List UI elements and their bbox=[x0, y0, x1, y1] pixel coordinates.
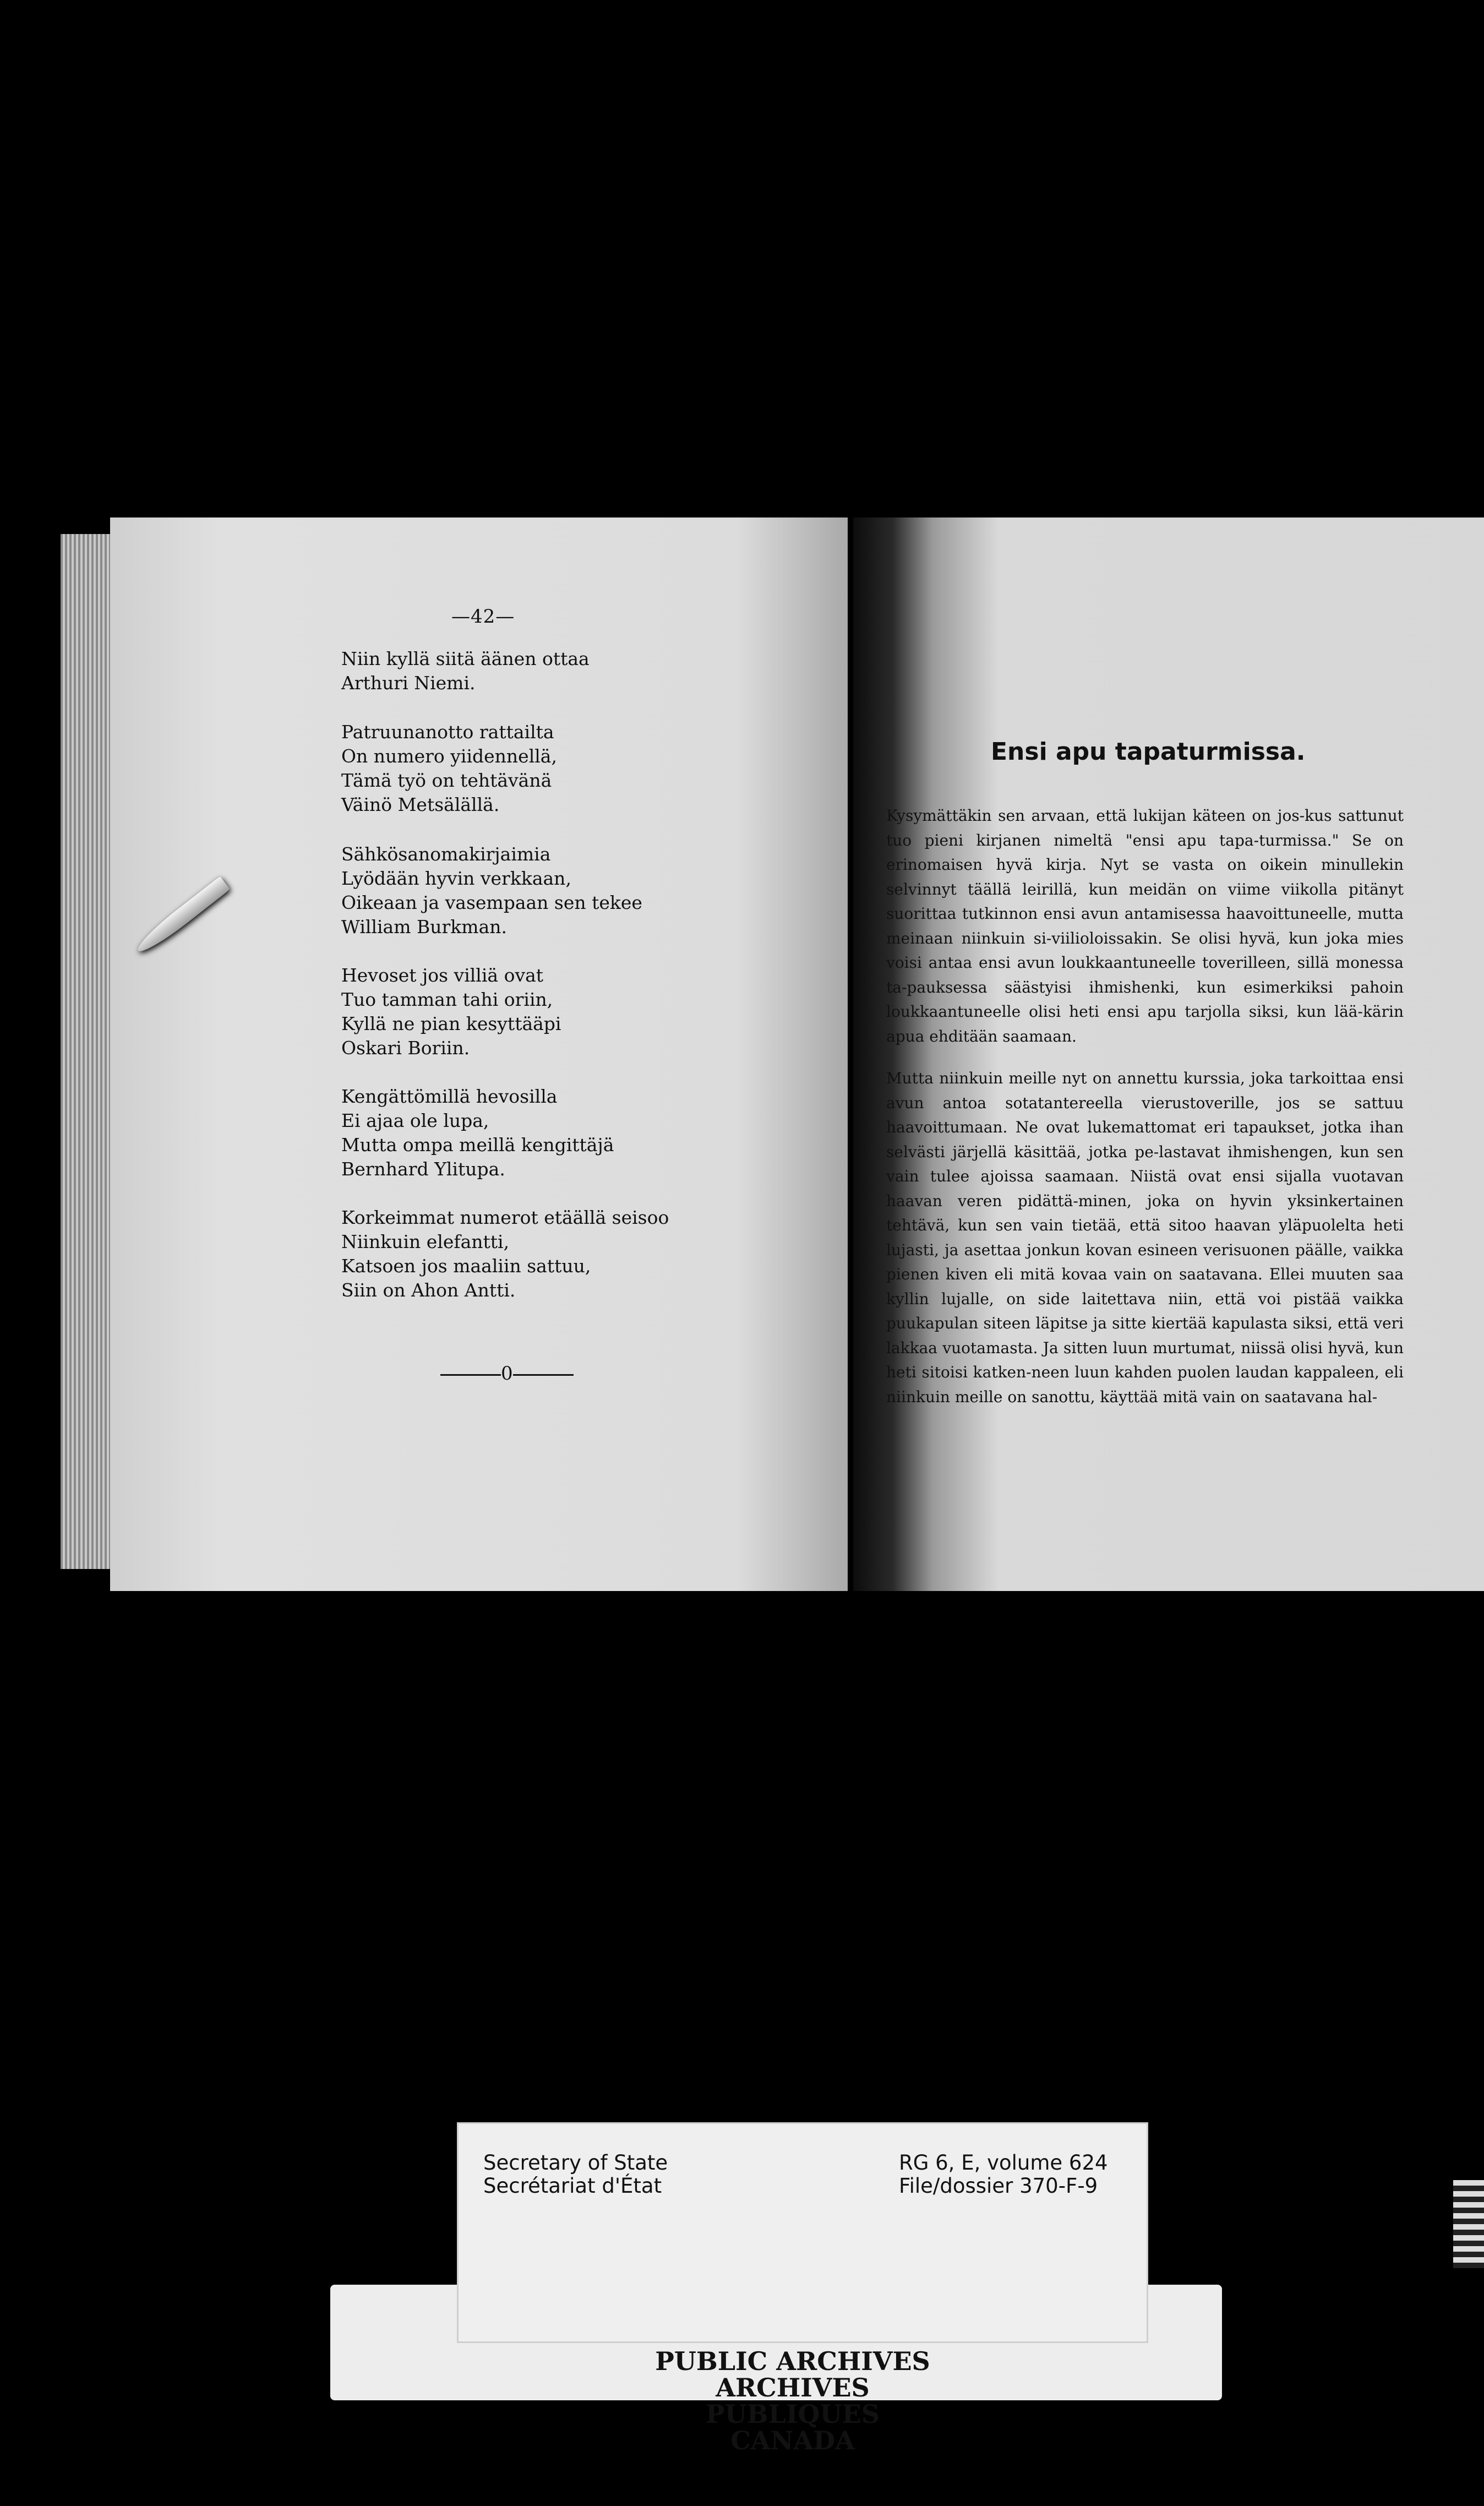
poem-line: Niin kyllä siitä äänen ottaa bbox=[341, 648, 590, 669]
poem-stanza bbox=[341, 1085, 614, 1181]
page-edges bbox=[61, 534, 110, 1569]
stamp-line: PUBLIC ARCHIVES bbox=[655, 2346, 930, 2376]
article-heading: Ensi apu tapaturmissa. bbox=[991, 738, 1306, 766]
poem-line: William Burkman. bbox=[341, 916, 507, 938]
film-edge-mark bbox=[1453, 2180, 1484, 2268]
stamp-text bbox=[628, 2348, 958, 2454]
left-page bbox=[110, 517, 848, 1591]
poem-line: Tuo tamman tahi oriin, bbox=[341, 989, 553, 1010]
poem-line: Kengättömillä hevosilla bbox=[341, 1086, 558, 1107]
poem-line: Patruunanotto rattailta bbox=[341, 721, 554, 743]
poem-line: Bernhard Ylitupa. bbox=[341, 1158, 505, 1180]
card-reference bbox=[899, 2151, 1108, 2198]
poem-line: Oikeaan ja vasempaan sen tekee bbox=[341, 892, 642, 913]
stamp-line: CANADA bbox=[730, 2426, 855, 2455]
poem-line: Väinö Metsälällä. bbox=[341, 794, 500, 815]
end-mark-text: 0 bbox=[501, 1363, 513, 1385]
card-line: Secrétariat d'État bbox=[483, 2174, 662, 2198]
paragraph: Mutta niinkuin meille nyt on annettu kurssia, joka tarkoittaa ensi avun antoa sotatantereella vierustoverille, jos se sattuu haavoittumaan. Ne ovat lukemattomat eri tapaukset, jotka ihan selvästi järjellä käsittää, jotka pe-lastavat ihmishengen, kun sen vain tulee ajoissa saamaan. Niistä ovat ensi sijalla vuotavan haavan veren pidättä-minen, joka on hyvin yksinkertainen tehtävä, kun sen vain tietää, että sitoo haavan yläpuolelta heti lujasti, ja asettaa jonkun kovan esineen verisuonen päälle, vaikka pienen kiven eli mitä kovaa vain on saatavana. Ellei muuten saa kyllin lujalle, on side laitettava niin, että voi pistää vaikka puukapulan siteen läpitse ja sitte kiertää kapulasta siksi, että veri lakkaa vuotamasta. Ja sitten luun murtumat, niissä olisi hyvä, kun heti sitoisi katken-neen luun kahden puolen laudan kappaleen, eli niinkuin meille on sanottu, käyttää mitä vain on saatavana hal- bbox=[886, 1069, 1404, 1406]
rule-line bbox=[513, 1374, 574, 1376]
card-line: Secretary of State bbox=[483, 2151, 668, 2175]
poem-line: Hevoset jos villiä ovat bbox=[341, 965, 544, 986]
poem-line: Siin on Ahon Antti. bbox=[341, 1279, 516, 1301]
poem-line: Niinkuin elefantti, bbox=[341, 1231, 510, 1252]
article-body bbox=[886, 804, 1404, 1427]
archive-reference-card bbox=[457, 2122, 1148, 2343]
card-line: File/dossier 370-F-9 bbox=[899, 2174, 1098, 2198]
end-mark bbox=[440, 1363, 574, 1385]
poem-line: Korkeimmat numerot etäällä seisoo bbox=[341, 1207, 669, 1228]
poem-line: Ei ajaa ole lupa, bbox=[341, 1110, 489, 1131]
poem-line: Tämä työ on tehtävänä bbox=[341, 770, 552, 791]
poem-line: Oskari Boriin. bbox=[341, 1037, 470, 1059]
poem-line: Lyödään hyvin verkkaan, bbox=[341, 868, 571, 889]
open-book bbox=[83, 517, 1437, 1597]
stamp-line: ARCHIVES PUBLIQUES bbox=[706, 2373, 880, 2429]
rule-line bbox=[440, 1374, 501, 1376]
poem-line: On numero yiidennellä, bbox=[341, 745, 557, 767]
poem-line: Mutta ompa meillä kengittäjä bbox=[341, 1134, 614, 1156]
right-page bbox=[853, 517, 1484, 1591]
poem-line: Arthuri Niemi. bbox=[341, 672, 476, 694]
poem-stanza bbox=[341, 647, 590, 695]
poem-line: Katsoen jos maaliin sattuu, bbox=[341, 1255, 591, 1277]
poem-stanza bbox=[341, 1206, 669, 1303]
page-number: —42— bbox=[451, 606, 515, 628]
poem-stanza bbox=[341, 963, 561, 1060]
poem-line: Kyllä ne pian kesyttääpi bbox=[341, 1013, 561, 1034]
poem-stanza bbox=[341, 842, 642, 939]
poem-line: Sähkösanomakirjaimia bbox=[341, 843, 551, 865]
paragraph: Kysymättäkin sen arvaan, että lukijan käteen on jos-kus sattunut tuo pieni kirjanen nimeltä "ensi apu tapa-turmissa." Se on erinomaisen hyvä kirja. Nyt se vasta on oikein minullekin selvinnyt täällä leirillä, kun meidän on viime viikolla pitänyt suorittaa tutkinnon ensi avun antamisessa haavoittuneelle, mutta meinaan niinkuin si-viilioloissakin. Se olisi hyvä, kun joka mies voisi antaa ensi avun loukkaantuneelle toverilleen, sillä monessa ta-pauksessa säästyisi ihmishenki, kun esimerkiksi pahoin loukkaantuneelle olisi heti ensi apu tarjolla siksi, kun lää-kärin apua ehditään saamaan. bbox=[886, 807, 1404, 1045]
card-line: RG 6, E, volume 624 bbox=[899, 2151, 1108, 2175]
card-department bbox=[483, 2151, 668, 2198]
poem-stanza bbox=[341, 720, 557, 817]
